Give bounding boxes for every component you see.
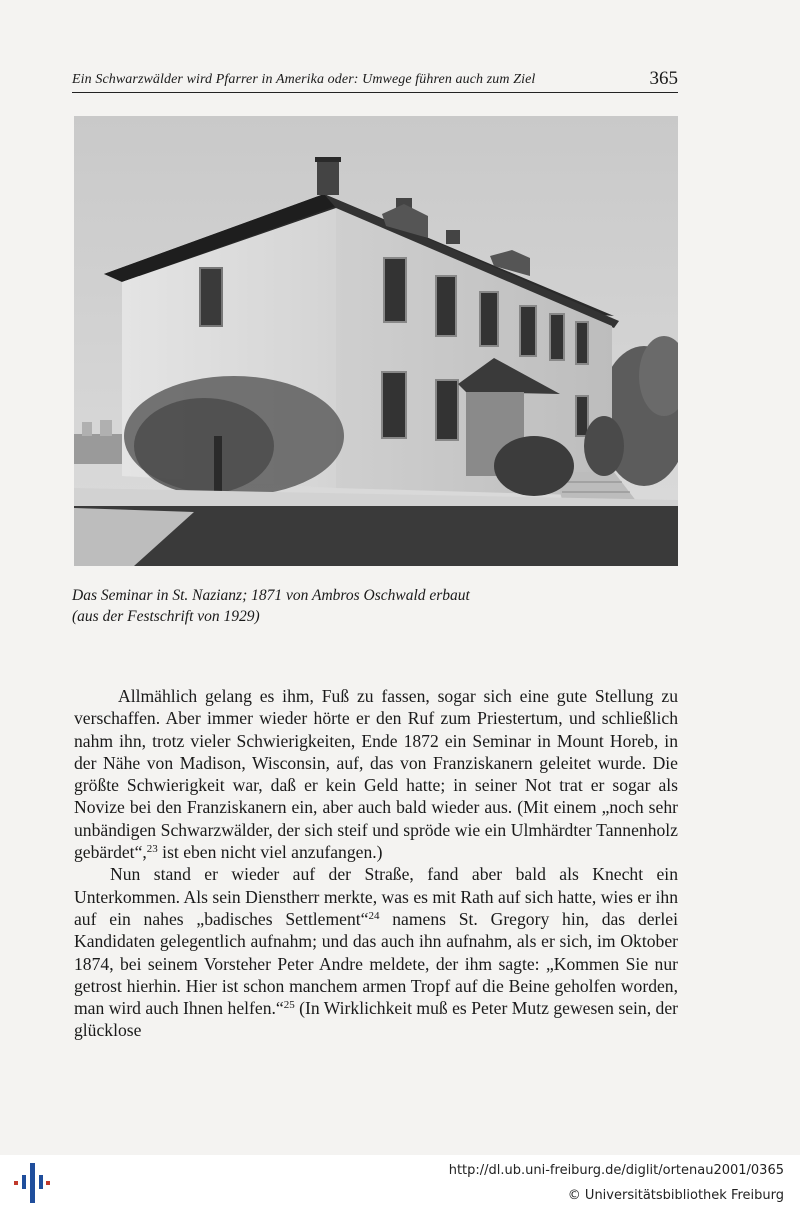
- paragraph-1-text: Allmählich gelang es ihm, Fuß zu fassen, sogar sich eine gute Stellung zu verschaffen. Aber immer wieder hörte er den Ruf zum Priestertum, und schließlich nahm ihn, trotz vieler Schwierigkeiten, Ende 1872 ein Seminar in Mount Horeb, in der Nähe von Madison, Wisconsin, auf, das von Franziskanern geleitet wurde. Die größte Schwierigkeit war, daß er kein Geld hatte; in seiner Not trat er sogar als Novize bei den Franziskanern ein, aber auch bald wieder aus. (Mit einem „noch sehr unbändigen Schwarzwälder, der sich steif und spröde wie ein Ulmhärdter Tannenholz gebärdet“,: [74, 686, 678, 863]
- footnote-ref-24[interactable]: 24: [368, 909, 380, 922]
- paragraph-2: [74, 863, 678, 1041]
- seminar-building-image: [74, 116, 678, 566]
- caption-line-2: (aus der Festschrift von 1929): [72, 608, 260, 625]
- paragraph-1: [74, 685, 678, 863]
- permalink-url[interactable]: http://dl.ub.uni-freiburg.de/diglit/ortenau2001/0365: [448, 1163, 784, 1178]
- paragraph-2-text-end: (In Wirklichkeit muß es Peter Mutz gewesen sein, der glücklose: [74, 998, 678, 1041]
- paragraph-2-text: Nun stand er wieder auf der Straße, fand aber bald als Knecht ein Unterkommen. Als sein Dienstherr merkte, was es mit Rath auf sich hatte, wies er ihn auf ein nahes „badisches Settlement“: [74, 864, 678, 929]
- running-title: Ein Schwarzwälder wird Pfarrer in Amerika oder: Umwege führen auch zum Ziel: [72, 72, 536, 87]
- figure-caption: [72, 585, 682, 627]
- seminar-photo: [74, 116, 678, 566]
- paragraph-1-text-end: ist eben nicht viel anzufangen.): [157, 842, 383, 863]
- running-header: [72, 66, 678, 93]
- body-text: [74, 685, 678, 1042]
- caption-line-1: Das Seminar in St. Nazianz; 1871 von Ambros Oschwald erbaut: [72, 587, 470, 604]
- paragraph-2-text-mid: namens St. Gregory hin, das derlei Kandidaten gelegentlich aufnahm; und das auch ihn aufnahm, als er sich, im Oktober 1874, bei seinem Vorsteher Peter Andre meldete, der ihm sagte: „Kommen Sie nur getrost hierhin. Hier ist schon manchem armen Tropf auf die Beine geholfen worden, man wird auch Ihnen helfen.“: [74, 908, 678, 1019]
- footnote-ref-23[interactable]: 23: [146, 843, 158, 856]
- footnote-ref-25[interactable]: 25: [283, 999, 295, 1012]
- library-logo-icon: [12, 1161, 52, 1205]
- copyright-notice: © Universitätsbibliothek Freiburg: [567, 1188, 784, 1203]
- page-number: 365: [649, 68, 678, 89]
- viewer-footer: [0, 1155, 800, 1212]
